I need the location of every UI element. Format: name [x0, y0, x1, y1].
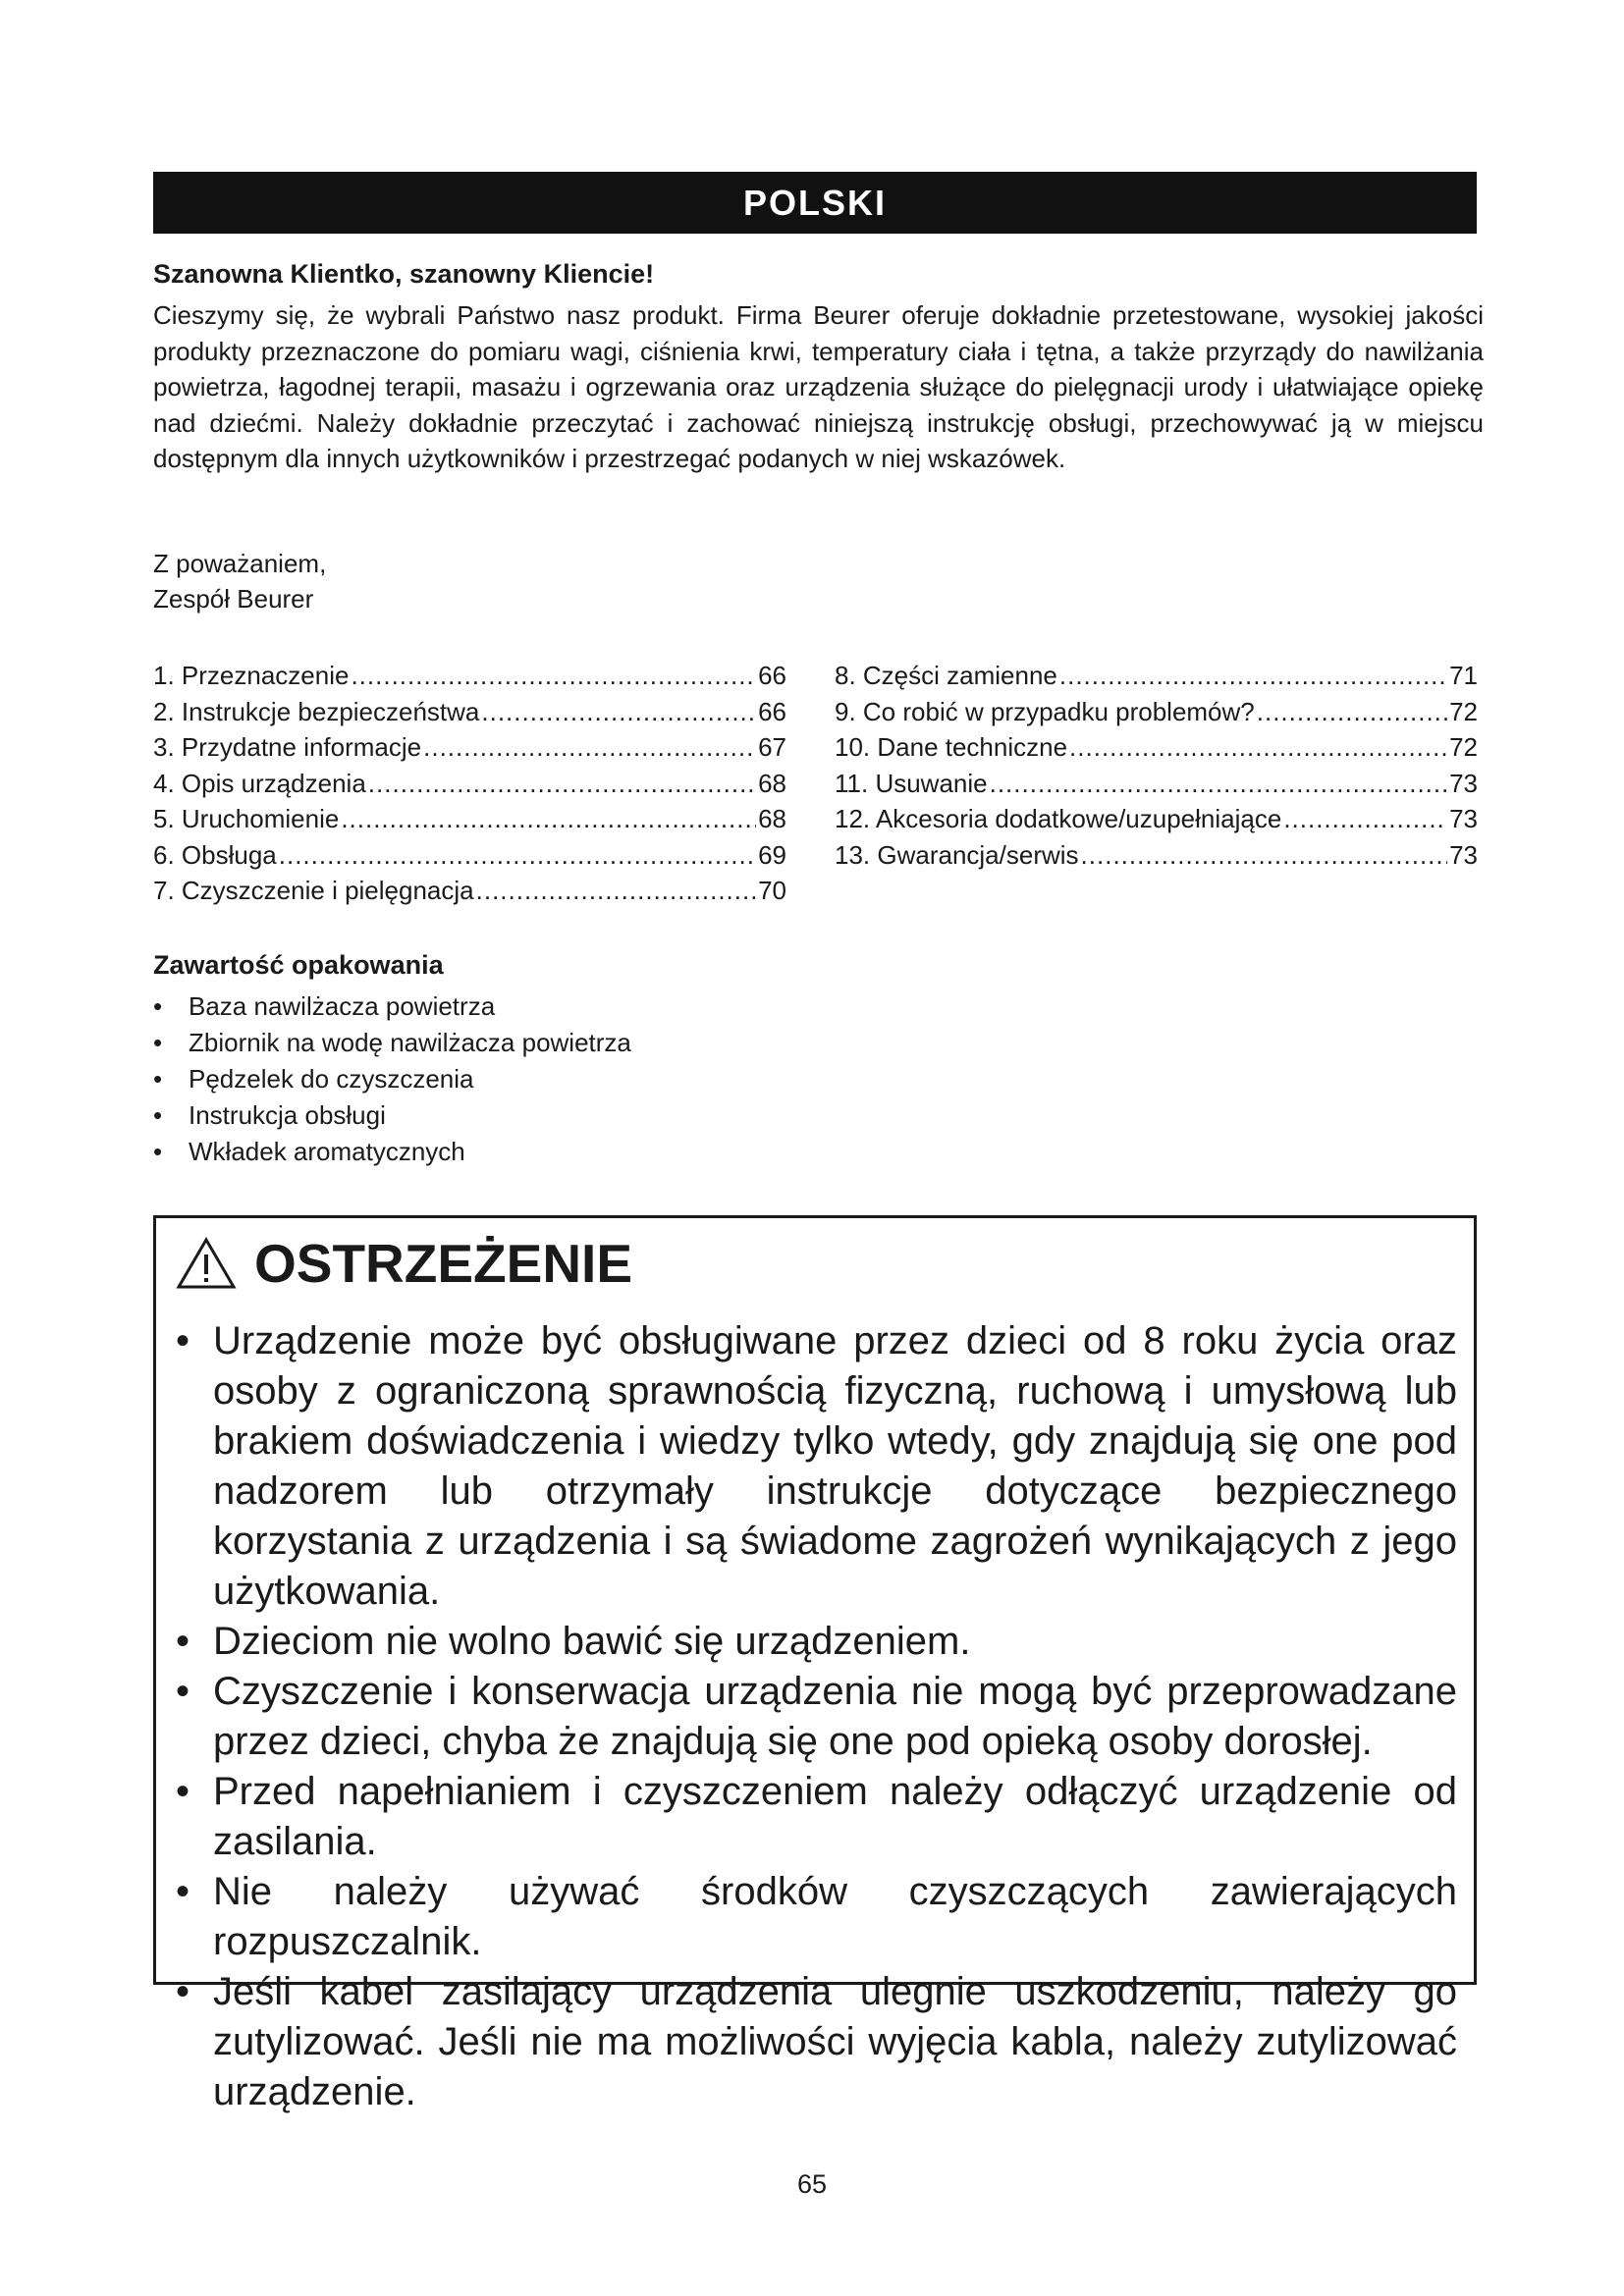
toc-page: 68	[758, 768, 786, 798]
signoff-line: Z poważaniem,	[153, 549, 327, 578]
toc-page: 73	[1449, 768, 1478, 798]
warning-item-text: Czyszczenie i konserwacja urządzenia nie mogą być przeprowadzane przez dzieci, chyba że znajdują się one pod opieką osoby dorosłej.	[213, 1670, 1457, 1763]
list-item-text: Baza nawilżacza powietrza	[189, 991, 496, 1021]
toc-item[interactable]	[835, 729, 1478, 766]
toc-item[interactable]	[153, 694, 786, 730]
toc-label: 13. Gwarancja/serwis	[835, 839, 1079, 870]
toc-leader	[1257, 694, 1447, 730]
warning-item	[176, 1667, 1457, 1767]
bullet-icon: •	[176, 1970, 190, 2013]
warning-triangle-icon	[176, 1237, 237, 1290]
language-header: POLSKI	[153, 172, 1477, 234]
toc-leader	[1059, 658, 1447, 694]
warning-item-text: Dzieciom nie wolno bawić się urządzeniem.	[213, 1620, 971, 1663]
toc-leader	[423, 729, 756, 766]
package-contents-list	[153, 988, 631, 1170]
list-item	[153, 1097, 631, 1134]
warning-item	[176, 1867, 1457, 1967]
toc-leader	[1069, 729, 1447, 766]
toc-page: 69	[758, 839, 786, 870]
bullet-icon: •	[153, 1064, 163, 1094]
toc-page: 73	[1449, 804, 1478, 833]
toc-label: 11. Usuwanie	[835, 768, 988, 798]
toc-item[interactable]	[153, 837, 786, 874]
toc-label: 2. Instrukcje bezpieczeństwa	[153, 696, 480, 726]
bullet-icon: •	[176, 1620, 190, 1663]
toc-item[interactable]	[835, 694, 1478, 730]
toc-leader	[481, 694, 756, 730]
toc-label: 12. Akcesoria dodatkowe/uzupełniające	[835, 804, 1282, 833]
greeting-heading: Szanowna Klientko, szanowny Kliencie!	[153, 259, 655, 289]
bullet-icon: •	[176, 1670, 190, 1713]
warning-box	[153, 1215, 1477, 2113]
toc-label: 8. Części zamienne	[835, 661, 1057, 690]
list-item	[153, 988, 631, 1025]
toc-page: 72	[1449, 732, 1478, 762]
toc-label: 9. Co robić w przypadku problemów?	[835, 696, 1255, 726]
toc-page: 68	[758, 804, 786, 833]
list-item	[153, 1134, 631, 1170]
bullet-icon: •	[176, 1319, 190, 1362]
toc-label: 5. Uruchomienie	[153, 804, 340, 833]
toc-page: 66	[758, 661, 786, 690]
toc-label: 1. Przeznaczenie	[153, 661, 350, 690]
list-item-text: Wkładek aromatycznych	[189, 1137, 465, 1166]
toc-page: 70	[758, 876, 786, 905]
toc-item[interactable]	[153, 658, 786, 694]
signoff-team: Zespół Beurer	[153, 584, 314, 614]
toc-item[interactable]	[835, 801, 1478, 837]
toc-leader	[1283, 801, 1447, 837]
table-of-contents-left	[153, 658, 786, 909]
toc-leader	[1081, 837, 1448, 874]
bullet-icon: •	[176, 1770, 190, 1813]
bullet-icon: •	[153, 1028, 163, 1057]
list-item-text: Pędzelek do czyszczenia	[189, 1064, 474, 1094]
warning-item	[176, 1316, 1457, 1617]
warning-heading	[176, 1232, 632, 1295]
toc-leader	[279, 837, 756, 874]
warning-item	[176, 1767, 1457, 1867]
toc-label: 6. Obsługa	[153, 839, 277, 870]
list-item	[153, 1025, 631, 1061]
warning-item	[176, 1967, 1457, 2117]
toc-label: 7. Czyszczenie i pielęgnacja	[153, 876, 474, 905]
toc-page: 73	[1449, 839, 1478, 870]
intro-paragraph: Cieszymy się, że wybrali Państwo nasz produkt. Firma Beurer oferuje dokładnie przetestowane, wysokiej jakości produkty przeznaczone do pomiaru wagi, ciśnienia krwi, temperatury ciała i tętna, a także przyrządy do nawilżania powietrza, łagodnej terapii, masażu i ogrzewania oraz urządzenia służące do pielęgnacji urody i ułatwiające opiekę nad dziećmi. Należy dokładnie przeczytać i zachować niniejszą instrukcję obsługi, przechowywać ją w miejscu dostępnym dla innych użytkowników i przestrzegać podanych w niej wskazówek.	[153, 300, 1484, 473]
warning-item-text: Przed napełnianiem i czyszczeniem należy odłączyć urządzenie od zasilania.	[213, 1770, 1457, 1863]
toc-leader	[368, 766, 756, 802]
toc-leader	[341, 801, 756, 837]
signoff	[153, 546, 326, 616]
toc-label: 4. Opis urządzenia	[153, 768, 366, 798]
warning-item-text: Urządzenie może być obsługiwane przez dzieci od 8 roku życia oraz osoby z ograniczoną sprawnością fizyczną, ruchową i umysłową lub brakiem doświadczenia i wiedzy tylko wtedy, gdy znajdują się one pod nadzorem lub otrzymały instrukcje dotyczące bezpiecznego korzystania z urządzenia i są świadome zagrożeń wynikających z jego użytkowania.	[213, 1319, 1457, 1613]
toc-leader	[351, 658, 756, 694]
list-item-text: Instrukcja obsługi	[189, 1100, 386, 1130]
list-item-text: Zbiornik na wodę nawilżacza powietrza	[189, 1028, 631, 1057]
toc-item[interactable]	[835, 766, 1478, 802]
toc-leader	[990, 766, 1447, 802]
toc-page: 72	[1449, 696, 1478, 726]
toc-item[interactable]	[153, 766, 786, 802]
list-item	[153, 1061, 631, 1097]
toc-item[interactable]	[153, 873, 786, 909]
toc-label: 3. Przydatne informacje	[153, 732, 422, 762]
bullet-icon: •	[153, 1137, 163, 1166]
warning-title: OSTRZEŻENIE	[254, 1233, 633, 1294]
toc-page: 66	[758, 696, 786, 726]
warning-list	[176, 1316, 1457, 2117]
toc-leader	[476, 873, 756, 909]
warning-item-text: Nie należy używać środków czyszczących zawierających rozpuszczalnik.	[213, 1870, 1457, 1963]
page-number: 65	[796, 2169, 828, 2199]
package-contents-heading: Zawartość opakowania	[153, 950, 444, 980]
toc-item[interactable]	[153, 729, 786, 766]
bullet-icon: •	[153, 1100, 163, 1130]
toc-item[interactable]	[153, 801, 786, 837]
bullet-icon: •	[176, 1870, 190, 1913]
toc-item[interactable]	[835, 837, 1478, 874]
warning-item-text: Jeśli kabel zasilający urządzenia ulegnie uszkodzeniu, należy go zutylizować. Jeśli nie ma możliwości wyjęcia kabla, należy zutylizować urządzenie.	[213, 1970, 1457, 2113]
toc-page: 71	[1449, 661, 1478, 690]
bullet-icon: •	[153, 991, 163, 1021]
toc-page: 67	[758, 732, 786, 762]
toc-label: 10. Dane techniczne	[835, 732, 1068, 762]
warning-item	[176, 1617, 1457, 1667]
toc-item[interactable]	[835, 658, 1478, 694]
table-of-contents-right	[835, 658, 1478, 873]
